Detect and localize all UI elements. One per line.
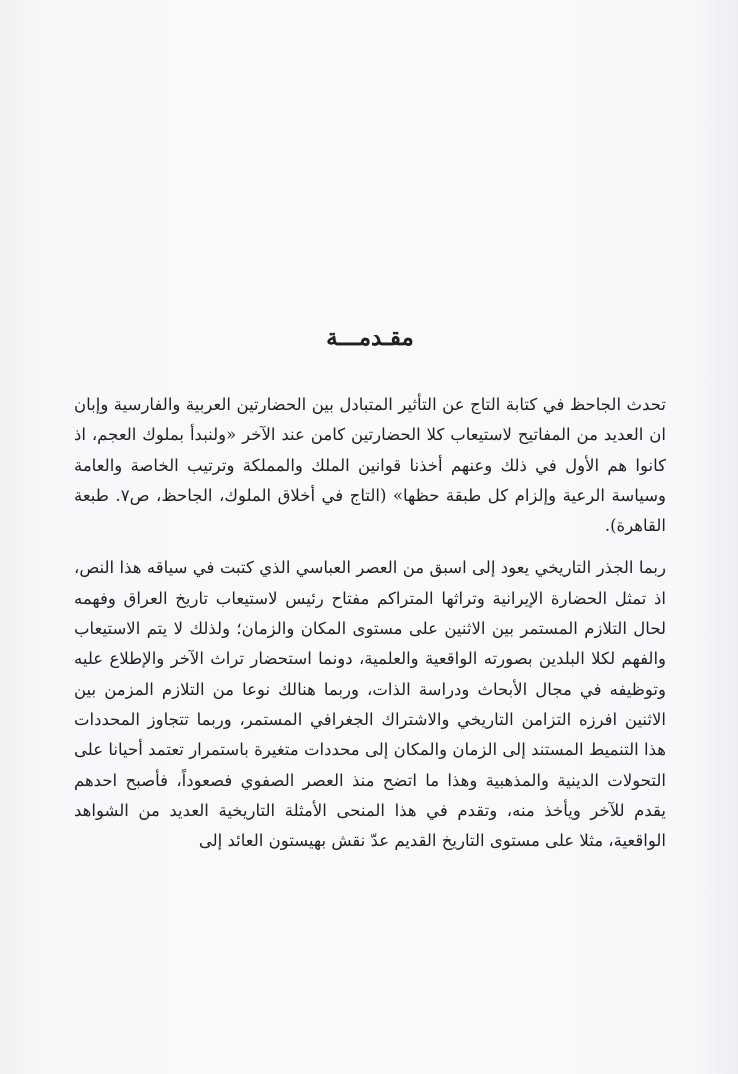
paragraph-1: تحدث الجاحظ في كتابة التاج عن التأثير المتبادل بين الحضارتين العربية والفارسية وإبان ان العديد من المفاتيح لاستيعاب كلا الحضارتين كامن عند الآخر «ولنبدأ بملوك العجم، اذ كانوا هم الأول في ذلك وعنهم أخذنا قوانين الملك والمملكة وترتيب الخاصة والعامة وسياسة الرعية وإلزام كل طبقة حظها» (التاج في أخلاق الملوك، الجاحظ، ص٧. طبعة القاهرة). [74, 395, 666, 536]
page-title: مقـدمـــة [326, 324, 414, 351]
paragraph-2: ربما الجذر التاريخي يعود إلى اسبق من العصر العباسي الذي كتبت في سياقه هذا النص، اذ تمثل الحضارة الإيرانية وتراثها المتراكم مفتاح رئيس لاستيعاب تاريخ العراق وفهمه لحال التلازم المستمر بين الاثنين على مستوى المكان والزمان؛ ولذلك لا يتم الاستيعاب والفهم لكلا البلدين بصورته الواقعية والعلمية، دونما استحضار تراث الآخر والإطلاع عليه وتوظيفه في مجال الأبحاث ودراسة الذات، وربما هنالك نوعا من التلازم المزمن بين الاثنين افرزه التزامن التاريخي والاشتراك الجغرافي المستمر، وربما تتجاوز المحددات هذا التنميط المستند إلى الزمان والمكان إلى محددات متغيرة باستمرار تعتمد أحيانا على التحولات الدينية والمذهبية وهذا ما اتضح منذ العصر الصفوي فصعوداً، فأصبح احدهم يقدم للآخر ويأخذ منه، وتقدم في هذا المنحى الأمثلة التاريخية العديد من الشواهد الواقعية، مثلا على مستوى التاريخ القديم عدّ نقش بهيستون العائد إلى [74, 558, 666, 851]
page-content [74, 318, 666, 856]
